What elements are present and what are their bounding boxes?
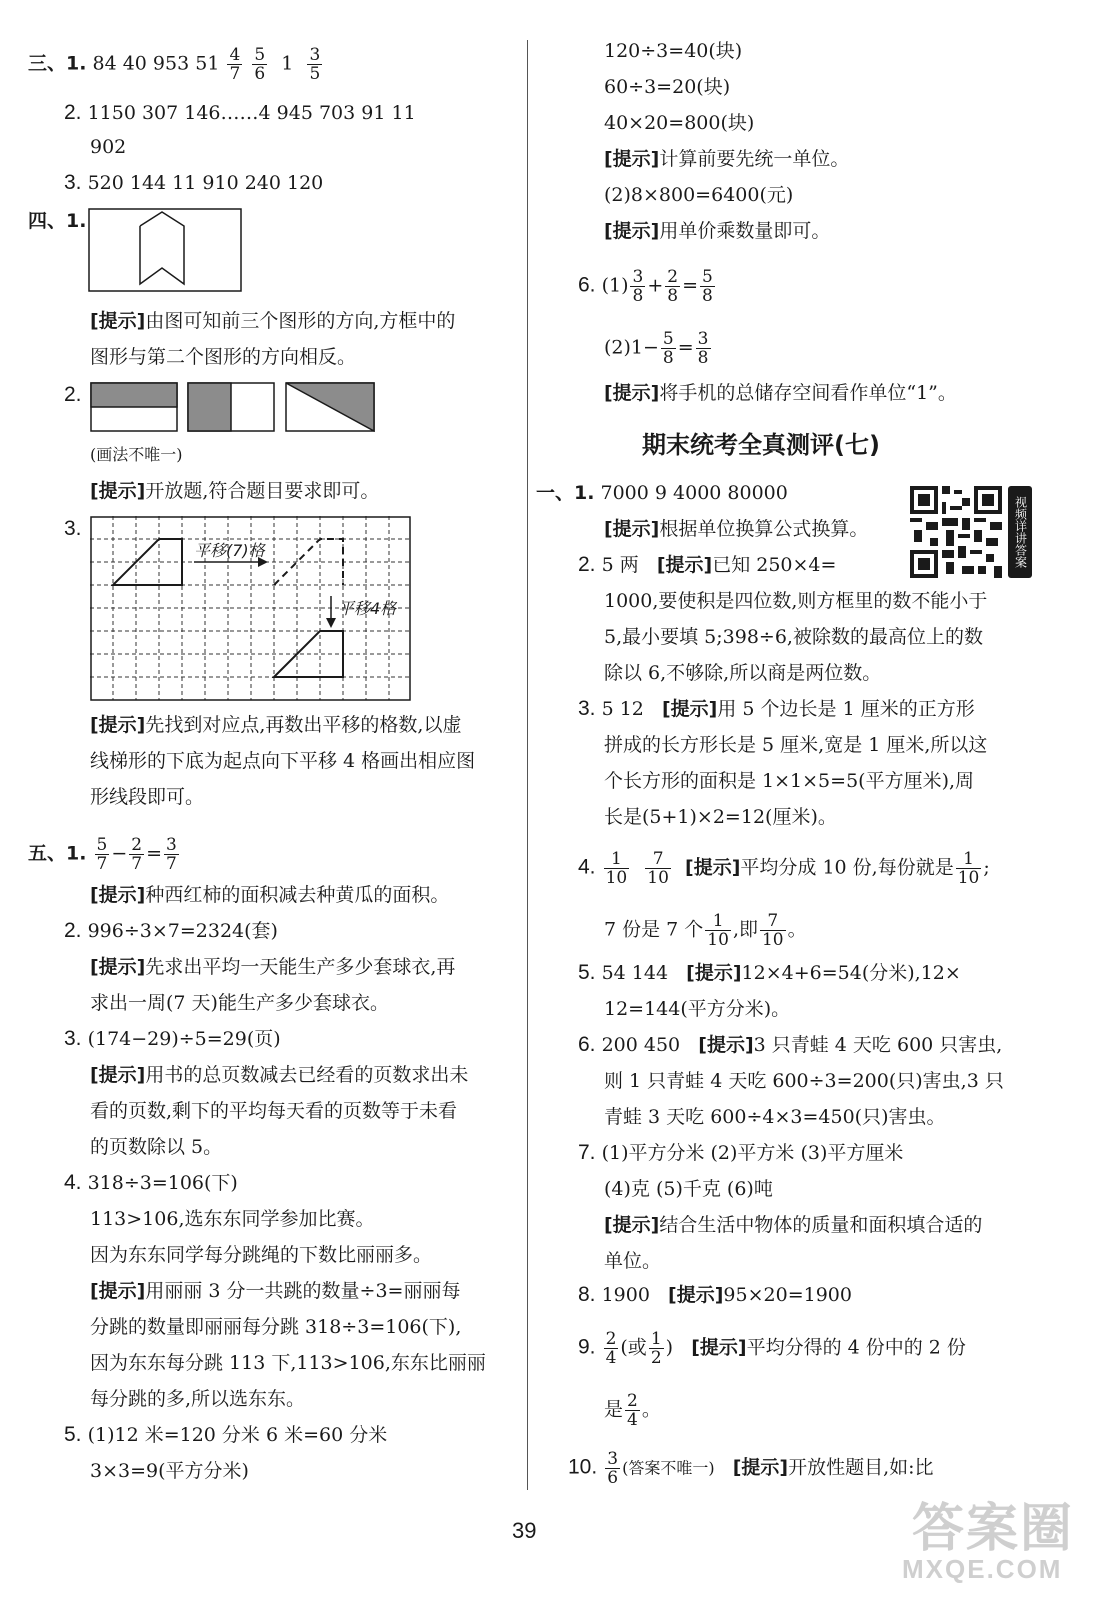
hint-5-3-line2: 看的页数,剩下的平均每天看的页数等于未看 bbox=[90, 1100, 458, 1122]
answer-5-5 bbox=[64, 1422, 387, 1448]
item-label: 2. bbox=[64, 101, 82, 124]
answer-values: 1150 307 146……4 945 703 91 11 bbox=[87, 102, 416, 124]
hint-text: 种西红柿的面积减去种黄瓜的面积。 bbox=[145, 884, 450, 906]
hint-text: 用 5 个边长是 1 厘米的正方形 bbox=[717, 698, 975, 720]
hint-tag: [提示] bbox=[662, 698, 718, 720]
answer-value: 1 bbox=[281, 52, 294, 75]
calc-line-4: (2)8×800=6400(元) bbox=[604, 184, 794, 206]
denominator: 10 bbox=[707, 930, 729, 950]
answer-values: 5 12 bbox=[601, 698, 644, 720]
item-label: 4. bbox=[578, 855, 596, 879]
hint-5-2-line1 bbox=[90, 954, 455, 980]
hint-text: 开放题,符合题目要求即可。 bbox=[145, 480, 380, 502]
qr-label: 视频详讲答案 bbox=[1008, 486, 1032, 578]
answer-values: 84 40 953 51 bbox=[92, 52, 220, 75]
hint-tag: [提示] bbox=[90, 310, 146, 332]
answer-5-1 bbox=[28, 836, 181, 873]
denominator: 6 bbox=[254, 64, 266, 84]
denominator: 10 bbox=[957, 868, 980, 888]
hint-1-6-line3: 青蛙 3 天吃 600÷4×3=450(只)害虫。 bbox=[604, 1106, 946, 1128]
hint-text: 将手机的总储存空间看作单位“1”。 bbox=[659, 382, 957, 404]
hint-tag: [提示] bbox=[732, 1456, 789, 1479]
hint-1-3-line4: 长是(5+1)×2=12(厘米)。 bbox=[604, 806, 837, 828]
watermark-logo: 答案圈 bbox=[912, 1500, 1075, 1558]
denominator: 5 bbox=[309, 64, 321, 84]
denominator: 6 bbox=[607, 1468, 619, 1488]
fraction bbox=[696, 330, 711, 367]
hint-price bbox=[604, 218, 830, 244]
denominator: 4 bbox=[627, 1410, 638, 1430]
answer-1-7-line2: (4)克 (5)千克 (6)吨 bbox=[604, 1178, 773, 1200]
fraction bbox=[760, 912, 786, 949]
answer-4-2-label bbox=[64, 382, 82, 408]
section-label: 五、1. bbox=[28, 842, 87, 865]
section-title: 期末统考全真测评(七) bbox=[642, 431, 880, 459]
item-label: 6. bbox=[578, 273, 596, 297]
hint-tag: [提示] bbox=[604, 1214, 660, 1236]
item-label: 3. bbox=[578, 697, 596, 720]
hint-5-4-line1 bbox=[90, 1278, 460, 1304]
watermark bbox=[892, 1486, 1082, 1592]
hint-tag: [提示] bbox=[668, 1284, 724, 1306]
hint-tag: [提示] bbox=[604, 220, 660, 242]
hint-4-1-line1 bbox=[90, 308, 455, 334]
numerator: 4 bbox=[229, 45, 241, 65]
hint-1-3-line2: 拼成的长方形长是 5 厘米,宽是 1 厘米,所以这 bbox=[604, 734, 988, 756]
move-label-right: 平移(7)格 bbox=[194, 541, 265, 560]
fraction bbox=[227, 46, 242, 83]
hint-1-7-line1 bbox=[604, 1212, 982, 1238]
punctuation: 。 bbox=[641, 1398, 661, 1421]
figure-shaded-shapes bbox=[90, 382, 380, 432]
numerator: 1 bbox=[604, 850, 630, 869]
fraction bbox=[649, 1330, 664, 1367]
hint-text: 先求出平均一天能生产多少套球衣,再 bbox=[145, 956, 456, 978]
answer-1-4-line2 bbox=[604, 912, 807, 949]
fraction bbox=[604, 1330, 619, 1367]
calc-line-2: 60÷3=20(块) bbox=[604, 76, 731, 98]
denominator: 8 bbox=[667, 286, 679, 306]
item-label: 7. bbox=[578, 1141, 596, 1164]
hint-text: 由图可知前三个图形的方向,方框中的 bbox=[145, 310, 456, 332]
answer-1-1 bbox=[536, 480, 788, 506]
hint-1-7-line2: 单位。 bbox=[604, 1250, 662, 1272]
hint-tag: [提示] bbox=[685, 856, 741, 879]
numerator: 5 bbox=[701, 267, 713, 287]
qr-code-icon[interactable] bbox=[910, 486, 1002, 578]
answer-5-3 bbox=[64, 1026, 281, 1052]
denominator: 10 bbox=[647, 868, 669, 888]
hint-4-3-line2: 线梯形的下底为起点向下平移 4 格画出相应图 bbox=[90, 750, 476, 772]
hint-4-2 bbox=[90, 478, 379, 504]
item-label: 5. bbox=[64, 1423, 82, 1446]
hint-5-3-line3: 的页数除以 5。 bbox=[90, 1136, 223, 1158]
numerator: 7 bbox=[645, 850, 671, 869]
numerator: 1 bbox=[650, 1329, 662, 1349]
numerator: 3 bbox=[607, 1449, 619, 1469]
hint-tag: [提示] bbox=[90, 480, 146, 502]
answer-1-5 bbox=[578, 960, 961, 986]
answer-1-6 bbox=[578, 1032, 1002, 1058]
answer-values: 5 两 bbox=[601, 554, 639, 576]
equation: 996÷3×7=2324(套) bbox=[87, 920, 278, 942]
answer-1-7 bbox=[578, 1140, 903, 1166]
fraction bbox=[95, 836, 110, 873]
hint-text: 用书的总页数减去已经看的页数求出未 bbox=[145, 1064, 469, 1086]
answer-1-2 bbox=[578, 552, 836, 578]
hint-tag: [提示] bbox=[604, 148, 660, 170]
fraction bbox=[625, 1392, 640, 1429]
equation: (1)12 米=120 分米 6 米=60 分米 bbox=[87, 1424, 388, 1446]
move-label-down: 平移4格 bbox=[338, 599, 397, 618]
answer-5-4 bbox=[64, 1170, 238, 1196]
numerator: 3 bbox=[632, 267, 644, 287]
hint-text: 12×4+6=54(分米),12× bbox=[741, 962, 961, 984]
hint-text: 已知 250×4= bbox=[712, 554, 837, 576]
item-label: 10. bbox=[568, 1455, 598, 1479]
fraction bbox=[252, 46, 267, 83]
denominator: 7 bbox=[229, 64, 241, 84]
calc-line-1: 120÷3=40(块) bbox=[604, 40, 743, 62]
answer-1-8 bbox=[578, 1282, 852, 1308]
part-label: (1) bbox=[601, 274, 629, 297]
hint-5-2-line2: 求出一周(7 天)能生产多少套球衣。 bbox=[90, 992, 389, 1014]
denominator: 7 bbox=[166, 854, 177, 874]
answer-5-4-line3: 因为东东同学每分跳绳的下数比丽丽多。 bbox=[90, 1244, 433, 1266]
answer-1-10 bbox=[568, 1450, 934, 1487]
fraction bbox=[665, 268, 680, 305]
fraction bbox=[164, 836, 179, 873]
figure-chevron-box bbox=[88, 208, 242, 292]
text: 7 份是 7 个 bbox=[604, 918, 704, 941]
denominator: 8 bbox=[662, 348, 674, 368]
item-label: 3. bbox=[64, 1027, 82, 1050]
hint-text: 3 只青蛙 4 天吃 600 只害虫, bbox=[753, 1034, 1003, 1056]
item-label: 4. bbox=[64, 1171, 82, 1194]
denominator: 2 bbox=[650, 1348, 662, 1368]
hint-text: 用丽丽 3 分一共跳的数量÷3=丽丽每 bbox=[145, 1280, 461, 1302]
denominator: 4 bbox=[605, 1348, 617, 1368]
hint-tag: [提示] bbox=[656, 554, 713, 576]
hint-1-2-line3: 5,最小要填 5;398÷6,被除数的最高位上的数 bbox=[604, 626, 983, 648]
hint-text: 用单价乘数量即可。 bbox=[659, 220, 831, 242]
hint-tag: [提示] bbox=[691, 1336, 747, 1359]
answer-values: 1900 bbox=[601, 1284, 650, 1306]
hint-text: 计算前要先统一单位。 bbox=[659, 148, 850, 170]
hint-text: 开放性题目,如:比 bbox=[788, 1456, 934, 1479]
hint-1-3-line3: 个长方形的面积是 1×1×5=5(平方厘米),周 bbox=[604, 770, 975, 792]
answer-3-1 bbox=[28, 46, 324, 83]
item-label: 3. bbox=[64, 517, 82, 540]
item-label: 3. bbox=[64, 171, 82, 194]
fraction bbox=[661, 330, 676, 367]
hint-tag: [提示] bbox=[604, 382, 660, 404]
denominator: 10 bbox=[605, 868, 628, 888]
section-label: 四、1. bbox=[28, 210, 87, 232]
hint-1-6-line2: 则 1 只青蛙 4 天吃 600÷3=200(只)害虫,3 只 bbox=[604, 1070, 1004, 1092]
hint-1-1 bbox=[604, 516, 868, 542]
page-number: 39 bbox=[512, 1518, 537, 1543]
answer-4-1-label bbox=[28, 208, 86, 234]
text: 是 bbox=[604, 1398, 624, 1421]
hint-text: 根据单位换算公式换算。 bbox=[659, 518, 869, 540]
numerator: 7 bbox=[760, 912, 786, 931]
hint-1-2-line2: 1000,要使积是四位数,则方框里的数不能小于 bbox=[604, 590, 988, 612]
hint-tag: [提示] bbox=[604, 518, 660, 540]
answer-1-3 bbox=[578, 696, 975, 722]
hint-4-3-line3: 形线段即可。 bbox=[90, 786, 205, 808]
numerator: 1 bbox=[956, 850, 982, 869]
item-label: 5. bbox=[578, 961, 596, 984]
answer-values: (1)平方分米 (2)平方米 (3)平方厘米 bbox=[601, 1142, 904, 1164]
hint-5-4-line4: 每分跳的多,所以选东东。 bbox=[90, 1388, 306, 1410]
answer-6-part1 bbox=[578, 268, 717, 305]
answer-3-3 bbox=[64, 170, 323, 196]
numerator: 2 bbox=[627, 1391, 638, 1411]
hint-tag: [提示] bbox=[90, 956, 146, 978]
answer-4-3-label bbox=[64, 516, 82, 542]
numerator: 3 bbox=[166, 835, 177, 855]
answer-6-part2 bbox=[604, 330, 713, 367]
operator: = bbox=[682, 274, 698, 297]
hint-unify-units bbox=[604, 146, 849, 172]
fraction bbox=[630, 268, 645, 305]
fraction bbox=[705, 912, 731, 949]
numerator: 2 bbox=[667, 267, 679, 287]
column-divider bbox=[527, 40, 528, 1490]
numerator: 2 bbox=[131, 835, 143, 855]
item-label: 6. bbox=[578, 1033, 596, 1056]
operator: = bbox=[146, 842, 162, 865]
numerator: 5 bbox=[662, 329, 674, 349]
fraction bbox=[645, 850, 671, 887]
hint-tag: [提示] bbox=[698, 1034, 754, 1056]
hint-text: 先找到对应点,再数出平移的格数,以虚 bbox=[145, 714, 462, 736]
hint-text: 平均分成 10 份,每份就是 bbox=[740, 856, 954, 879]
operator: − bbox=[111, 842, 128, 865]
hint-tag: [提示] bbox=[90, 1280, 146, 1302]
numerator: 3 bbox=[697, 329, 709, 349]
answer-1-4 bbox=[578, 850, 990, 887]
note-4-2: (画法不唯一) bbox=[90, 445, 183, 464]
numerator: 2 bbox=[605, 1329, 617, 1349]
hint-tag: [提示] bbox=[90, 714, 146, 736]
hint-4-1-line2: 图形与第二个图形的方向相反。 bbox=[90, 346, 357, 368]
answer-3-2-cont: 902 bbox=[90, 136, 127, 158]
part-label: (2)1− bbox=[604, 336, 659, 359]
text: ) bbox=[665, 1336, 674, 1359]
hint-5-4-line3: 因为东东每分跳 113 下,113>106,东东比丽丽 bbox=[90, 1352, 486, 1374]
item-label: 2. bbox=[578, 553, 596, 576]
equation: (174−29)÷5=29(页) bbox=[87, 1028, 281, 1050]
fraction bbox=[956, 850, 982, 887]
watermark-url: MXQE.COM bbox=[902, 1554, 1063, 1584]
fraction bbox=[307, 46, 322, 83]
answer-5-2 bbox=[64, 918, 278, 944]
denominator: 7 bbox=[96, 854, 108, 874]
fraction bbox=[700, 268, 715, 305]
operator: = bbox=[677, 336, 694, 359]
fraction bbox=[605, 1450, 620, 1487]
numerator: 5 bbox=[254, 45, 266, 65]
hint-5-3-line1 bbox=[90, 1062, 468, 1088]
answer-1-9 bbox=[578, 1330, 966, 1367]
answer-values: 520 144 11 910 240 120 bbox=[87, 172, 324, 194]
hint-tag: [提示] bbox=[90, 884, 146, 906]
fraction bbox=[129, 836, 144, 873]
numerator: 5 bbox=[96, 835, 108, 855]
hint-1-2-line4: 除以 6,不够除,所以商是两位数。 bbox=[604, 662, 882, 684]
section-label: 一、1. bbox=[536, 482, 595, 504]
denominator: 8 bbox=[632, 286, 644, 306]
item-label: 2. bbox=[64, 383, 82, 406]
hint-text: 95×20=1900 bbox=[723, 1284, 852, 1306]
calc-line-3: 40×20=800(块) bbox=[604, 112, 755, 134]
punctuation: ; bbox=[983, 856, 990, 879]
item-label: 2. bbox=[64, 919, 82, 942]
denominator: 8 bbox=[701, 286, 713, 306]
equation: 318÷3=106(下) bbox=[87, 1172, 238, 1194]
answer-5-5-line2: 3×3=9(平方分米) bbox=[90, 1460, 249, 1482]
denominator: 8 bbox=[697, 348, 709, 368]
text: ,即 bbox=[732, 918, 758, 941]
answer-5-4-line2: 113>106,选东东同学参加比赛。 bbox=[90, 1208, 375, 1230]
hint-4-3-line1 bbox=[90, 712, 461, 738]
answer-1-9-line2 bbox=[604, 1392, 661, 1429]
answer-values: 200 450 bbox=[601, 1034, 681, 1056]
denominator: 10 bbox=[761, 930, 784, 950]
fraction bbox=[604, 850, 630, 887]
operator: + bbox=[647, 274, 664, 297]
punctuation: 。 bbox=[787, 918, 807, 941]
hint-1-5-line2: 12=144(平方分米)。 bbox=[604, 998, 791, 1020]
hint-5-1 bbox=[90, 882, 449, 908]
text: (或 bbox=[620, 1336, 647, 1359]
hint-tag: [提示] bbox=[686, 962, 742, 984]
answer-3-2 bbox=[64, 100, 416, 126]
denominator: 7 bbox=[131, 854, 143, 874]
item-label: 9. bbox=[578, 1335, 596, 1359]
figure-translation-grid bbox=[90, 516, 412, 702]
hint-tag: [提示] bbox=[90, 1064, 146, 1086]
note: (答案不唯一) bbox=[622, 1458, 715, 1478]
numerator: 3 bbox=[309, 45, 321, 65]
numerator: 1 bbox=[705, 912, 731, 931]
section-label: 三、1. bbox=[28, 52, 87, 75]
answer-values: 54 144 bbox=[601, 962, 669, 984]
hint-6 bbox=[604, 380, 957, 406]
hint-5-4-line2: 分跳的数量即丽丽每分跳 318÷3=106(下), bbox=[90, 1316, 462, 1338]
hint-text: 平均分得的 4 份中的 2 份 bbox=[746, 1336, 966, 1359]
item-label: 8. bbox=[578, 1283, 596, 1306]
hint-text: 结合生活中物体的质量和面积填合适的 bbox=[659, 1214, 983, 1236]
answer-values: 7000 9 4000 80000 bbox=[600, 482, 788, 504]
